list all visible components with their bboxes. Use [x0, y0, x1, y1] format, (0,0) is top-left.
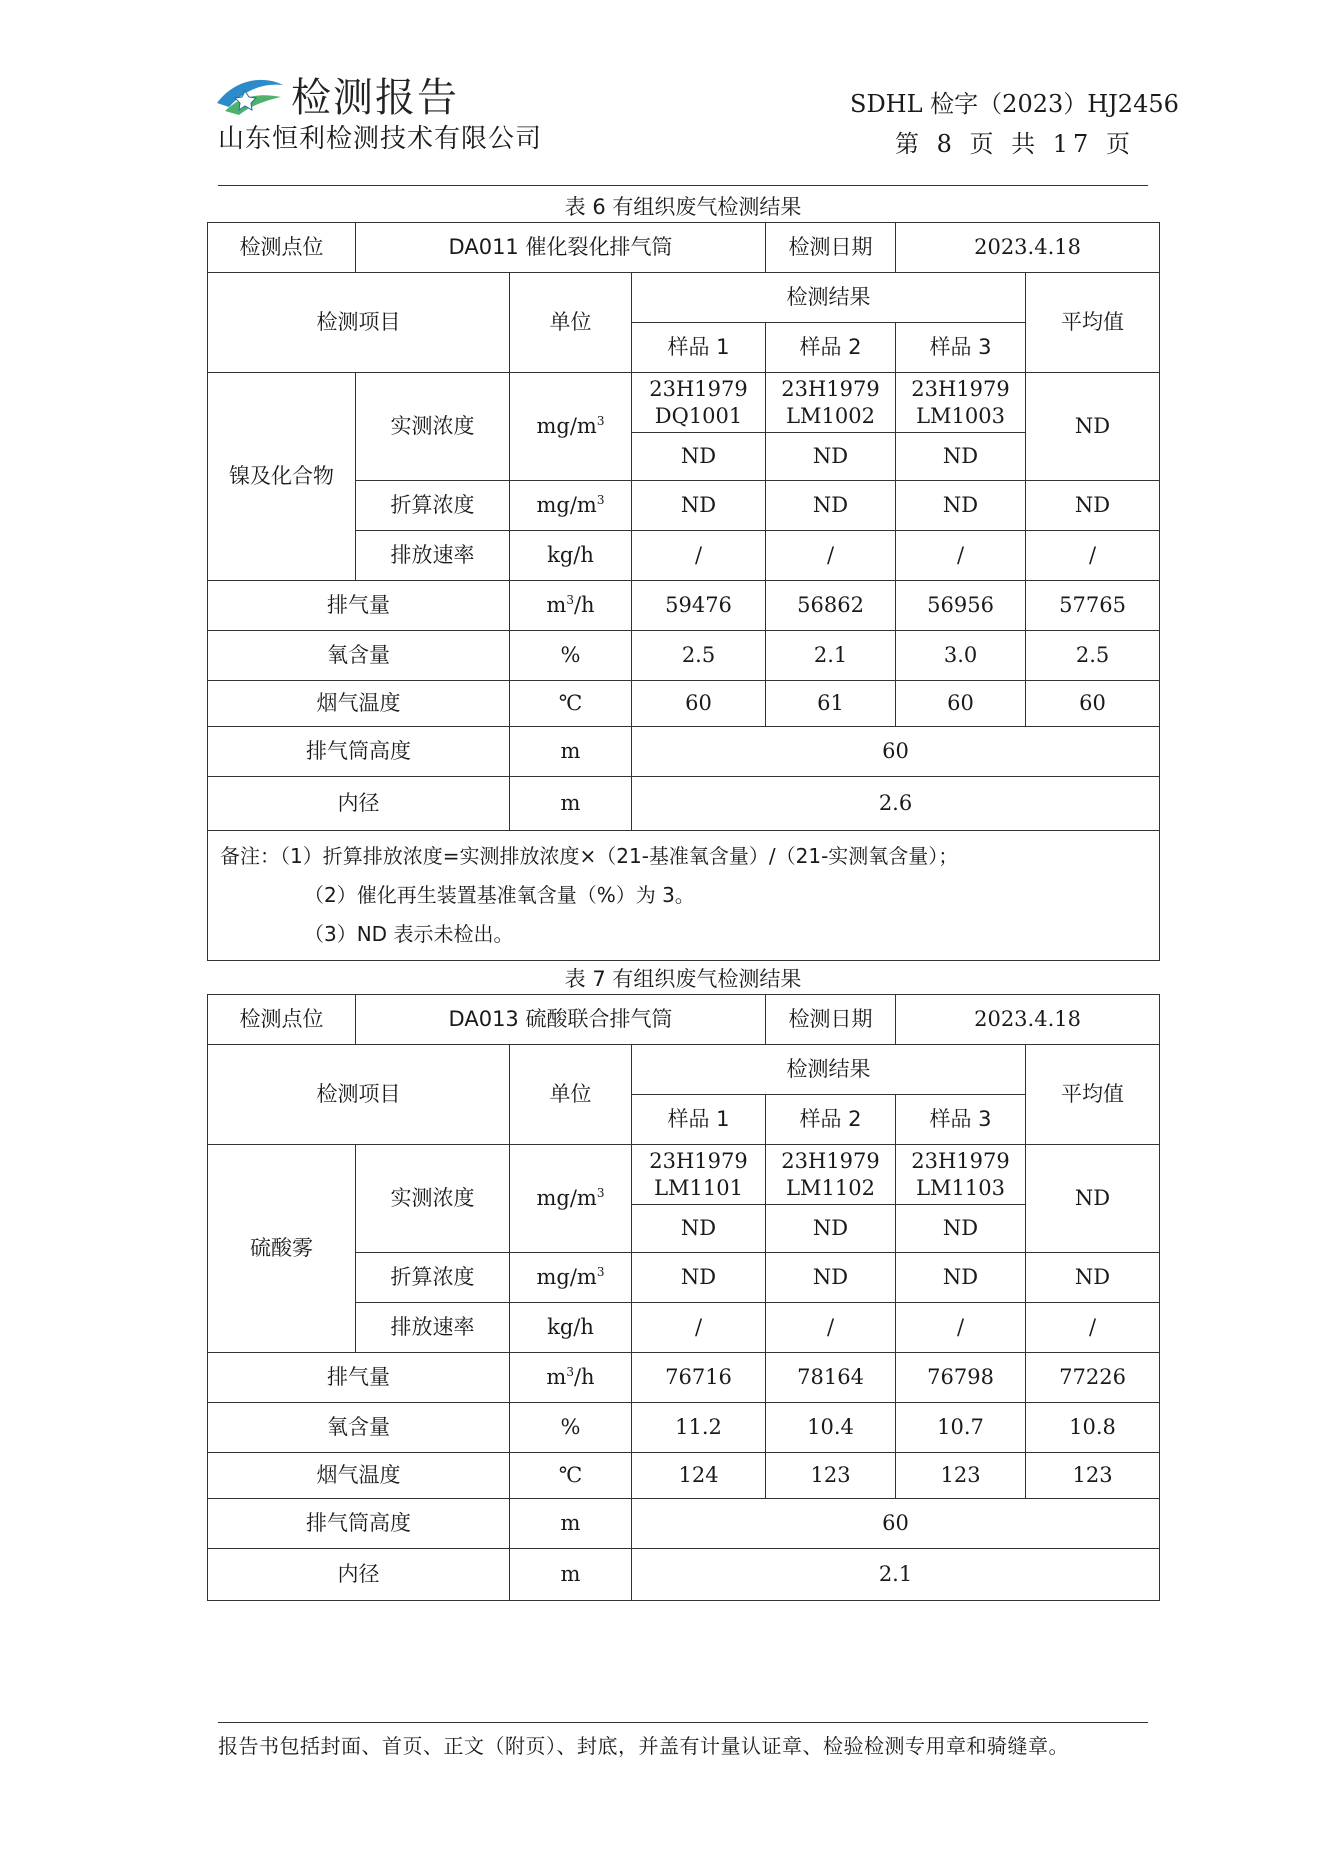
pollutant-name: 镍及化合物 [208, 373, 356, 581]
unit-cell: m [510, 777, 632, 831]
value-cell: 2.1 [632, 1549, 1160, 1601]
row-label: 实测浓度 [356, 1145, 510, 1253]
unit-cell: % [510, 1403, 632, 1453]
sample-id: 23H1979 DQ1001 [632, 373, 766, 433]
note-line: （2）催化再生装置基准氧含量（%）为 3。 [304, 883, 695, 907]
avg-cell: / [1026, 1303, 1160, 1353]
sample-id: 23H1979 LM1003 [896, 373, 1026, 433]
note-line: （3）ND 表示未检出。 [304, 922, 514, 946]
col-sample-1: 样品 1 [632, 323, 766, 373]
row-label: 排气筒高度 [208, 1499, 510, 1549]
sample-id: 23H1979 LM1101 [632, 1145, 766, 1205]
unit-cell: $mg/m^3$ [510, 1253, 632, 1303]
avg-cell: 10.8 [1026, 1403, 1160, 1453]
value-cell: / [632, 531, 766, 581]
point-value: DA011 催化裂化排气筒 [356, 223, 766, 273]
col-sample-1: 样品 1 [632, 1095, 766, 1145]
unit-cell: $m^3/h$ [510, 581, 632, 631]
value-cell: ND [896, 1205, 1026, 1253]
unit-cell: m [510, 727, 632, 777]
table-7 [207, 994, 1160, 1601]
value-cell: ND [632, 1253, 766, 1303]
value-cell: ND [632, 481, 766, 531]
value-cell: ND [766, 1253, 896, 1303]
date-value: 2023.4.18 [896, 223, 1160, 273]
sample-id: 23H1979 LM1102 [766, 1145, 896, 1205]
value-cell: 59476 [632, 581, 766, 631]
value-cell: ND [896, 1253, 1026, 1303]
value-cell: 60 [632, 1499, 1160, 1549]
value-cell: 124 [632, 1453, 766, 1499]
company-name: 山东恒利检测技术有限公司 [218, 124, 543, 154]
avg-cell: 57765 [1026, 581, 1160, 631]
value-cell: 78164 [766, 1353, 896, 1403]
unit-cell: kg/h [510, 1303, 632, 1353]
value-cell: 60 [632, 727, 1160, 777]
value-cell: 60 [896, 681, 1026, 727]
value-cell: 10.4 [766, 1403, 896, 1453]
value-cell: 10.7 [896, 1403, 1026, 1453]
value-cell: 2.1 [766, 631, 896, 681]
value-cell: ND [766, 481, 896, 531]
row-label: 排气筒高度 [208, 727, 510, 777]
unit-cell: $m^3/h$ [510, 1353, 632, 1403]
col-avg-header: 平均值 [1026, 1045, 1160, 1145]
date-label: 检测日期 [766, 223, 896, 273]
unit-cell: $mg/m^3$ [510, 1145, 632, 1253]
point-label: 检测点位 [208, 995, 356, 1045]
value-cell: ND [632, 433, 766, 481]
value-cell: / [632, 1303, 766, 1353]
col-results-header: 检测结果 [632, 273, 1026, 323]
value-cell: 123 [896, 1453, 1026, 1499]
unit-cell: kg/h [510, 531, 632, 581]
pollutant-name: 硫酸雾 [208, 1145, 356, 1353]
value-cell: / [896, 531, 1026, 581]
value-cell: ND [632, 1205, 766, 1253]
unit-cell: $mg/m^3$ [510, 481, 632, 531]
value-cell: 56862 [766, 581, 896, 631]
row-label: 折算浓度 [356, 481, 510, 531]
avg-cell: 60 [1026, 681, 1160, 727]
row-label: 氧含量 [208, 631, 510, 681]
value-cell: ND [766, 1205, 896, 1253]
value-cell: 2.5 [632, 631, 766, 681]
col-results-header: 检测结果 [632, 1045, 1026, 1095]
value-cell: 56956 [896, 581, 1026, 631]
col-item-header: 检测项目 [208, 273, 510, 373]
col-unit-header: 单位 [510, 273, 632, 373]
col-sample-2: 样品 2 [766, 323, 896, 373]
table-7-caption: 表 7 有组织废气检测结果 [564, 967, 802, 991]
col-avg-header: 平均值 [1026, 273, 1160, 373]
col-sample-3: 样品 3 [896, 1095, 1026, 1145]
value-cell: / [766, 1303, 896, 1353]
unit-cell: m [510, 1549, 632, 1601]
point-label: 检测点位 [208, 223, 356, 273]
col-item-header: 检测项目 [208, 1045, 510, 1145]
row-label: 内径 [208, 1549, 510, 1601]
value-cell: 123 [766, 1453, 896, 1499]
point-value: DA013 硫酸联合排气筒 [356, 995, 766, 1045]
footer-divider [218, 1722, 1148, 1723]
value-cell: 76798 [896, 1353, 1026, 1403]
row-label: 氧含量 [208, 1403, 510, 1453]
row-label: 排气量 [208, 581, 510, 631]
company-logo-icon [215, 73, 285, 117]
note-line: （1）折算排放浓度=实测排放浓度×（21-基准氧含量）/（21-实测氧含量）； [280, 844, 959, 868]
unit-cell: ℃ [510, 681, 632, 727]
row-label: 折算浓度 [356, 1253, 510, 1303]
table-notes [208, 831, 1160, 961]
value-cell: 61 [766, 681, 896, 727]
row-label: 烟气温度 [208, 681, 510, 727]
row-label: 排气量 [208, 1353, 510, 1403]
unit-cell: $mg/m^3$ [510, 373, 632, 481]
avg-cell: ND [1026, 481, 1160, 531]
date-label: 检测日期 [766, 995, 896, 1045]
row-label: 内径 [208, 777, 510, 831]
value-cell: 11.2 [632, 1403, 766, 1453]
row-label: 排放速率 [356, 531, 510, 581]
col-unit-header: 单位 [510, 1045, 632, 1145]
sample-id: 23H1979 LM1002 [766, 373, 896, 433]
notes-label: 备注： [220, 844, 280, 868]
unit-cell: % [510, 631, 632, 681]
value-cell: 3.0 [896, 631, 1026, 681]
document-number: SDHL 检字（2023）HJ2456 [850, 90, 1179, 118]
value-cell: 60 [632, 681, 766, 727]
avg-cell: 77226 [1026, 1353, 1160, 1403]
value-cell: / [896, 1303, 1026, 1353]
header-divider [218, 185, 1148, 186]
avg-cell: ND [1026, 373, 1160, 481]
col-sample-3: 样品 3 [896, 323, 1026, 373]
avg-cell: / [1026, 531, 1160, 581]
unit-cell: ℃ [510, 1453, 632, 1499]
unit-cell: m [510, 1499, 632, 1549]
value-cell: / [766, 531, 896, 581]
sample-id: 23H1979 LM1103 [896, 1145, 1026, 1205]
value-cell: ND [896, 433, 1026, 481]
avg-cell: 123 [1026, 1453, 1160, 1499]
footer-note: 报告书包括封面、首页、正文（附页）、封底，并盖有计量认证章、检验检测专用章和骑缝章。 [218, 1734, 1069, 1758]
page-info: 第 8 页 共 17 页 [895, 130, 1135, 158]
avg-cell: ND [1026, 1253, 1160, 1303]
row-label: 烟气温度 [208, 1453, 510, 1499]
report-header-logo [215, 66, 459, 123]
value-cell: 2.6 [632, 777, 1160, 831]
value-cell: ND [896, 481, 1026, 531]
value-cell: ND [766, 433, 896, 481]
row-label: 实测浓度 [356, 373, 510, 481]
avg-cell: ND [1026, 1145, 1160, 1253]
date-value: 2023.4.18 [896, 995, 1160, 1045]
table-6-caption: 表 6 有组织废气检测结果 [564, 195, 802, 219]
row-label: 排放速率 [356, 1303, 510, 1353]
col-sample-2: 样品 2 [766, 1095, 896, 1145]
avg-cell: 2.5 [1026, 631, 1160, 681]
value-cell: 76716 [632, 1353, 766, 1403]
table-6 [207, 222, 1160, 961]
report-title: 检测报告 [291, 75, 459, 121]
